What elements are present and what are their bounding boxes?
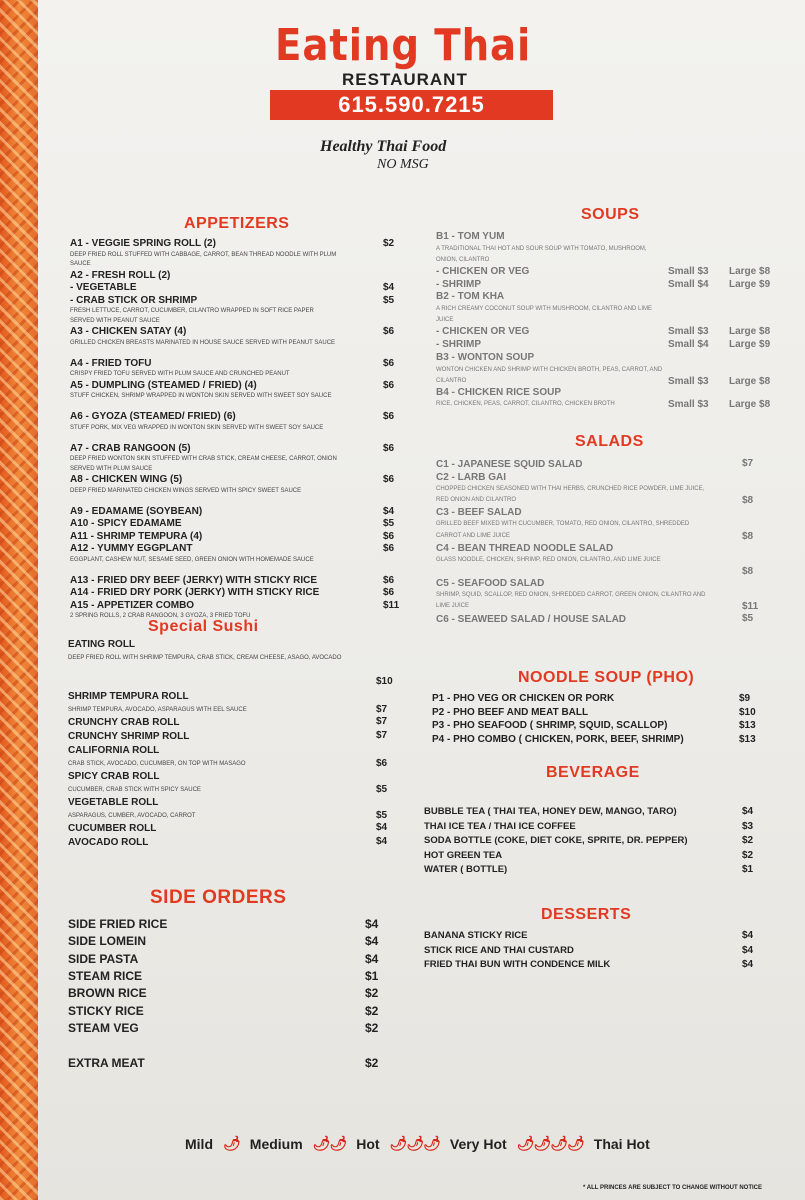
item-description: EGGPLANT, CASHEW NUT, SESAME SEED, GREEN ONION WITH HOMEMADE SAUCE — [70, 556, 314, 563]
pho-price: $9 — [739, 693, 751, 704]
menu-item: C4 - BEAN THREAD NOODLE SALAD — [436, 542, 614, 554]
side-order-price: $2 — [365, 986, 379, 1001]
price-small: Small $3 — [668, 265, 709, 277]
price-large: Large $8 — [729, 265, 771, 277]
item-description: WONTON CHICKEN AND SHRIMP WITH CHICKEN BROTH, PEAS, CARROT, AND CILANTRO — [436, 366, 663, 384]
dessert-price: $4 — [742, 930, 754, 941]
item-description: 2 SPRING ROLLS, 2 CRAB RANGOON, 3 GYOZA, 3 FRIED TOFU — [70, 613, 251, 619]
phone-number: 615.590.7215 — [270, 90, 553, 120]
item-description: GRILLED BEEF MIXED WITH CUCUMBER, TOMATO, RED ONION, CILANTRO, SHREDDED CARROT AND LIME JUICE — [436, 521, 690, 539]
menu-item: AVOCADO ROLL — [68, 837, 149, 848]
menu-item: - SHRIMP — [436, 339, 481, 350]
side-order-price: $2 — [365, 1020, 379, 1035]
item-price: $6 — [376, 758, 388, 769]
side-order-price: $4 — [365, 934, 379, 949]
menu-item: C6 - SEAWEED SALAD / HOUSE SALAD — [436, 613, 627, 625]
beverage-item: THAI ICE TEA / THAI ICE COFFEE — [424, 820, 576, 832]
item-description: GLASS NOODLE, CHICKEN, SHRIMP, RED ONION, CILANTRO, AND LIME JUICE — [436, 556, 661, 563]
side-order-item: SIDE FRIED RICE — [68, 917, 168, 931]
item-description: A TRADITIONAL THAI HOT AND SOUR SOUP WITH TOMATO, MUSHROOM, ONION, CILANTRO — [436, 245, 647, 263]
menu-item: A10 - SPICY EDAMAME — [70, 518, 182, 529]
menu-item: SPICY CRAB ROLL — [68, 771, 160, 782]
item-description: DEEP FRIED MARINATED CHICKEN WINGS SERVED WITH SPICY SWEET SAUCE — [70, 487, 302, 494]
price-large: Large $9 — [729, 278, 771, 290]
item-description: FRESH LETTUCE, CARROT, CUCUMBER, CILANTRO WRAPPED IN SOFT RICE PAPER SERVED WITH PEANUT SAUCE — [70, 308, 314, 324]
side-order-item: BROWN RICE — [68, 986, 147, 1001]
item-price: $11 — [742, 601, 759, 613]
menu-item: CALIFORNIA ROLL — [68, 745, 160, 756]
item-price: $6 — [383, 474, 395, 485]
item-description: CRISPY FRIED TOFU SERVED WITH PLUM SAUCE AND CRUNCHED PEANUT — [70, 371, 290, 377]
beverage-item: BUBBLE TEA ( THAI TEA, HONEY DEW, MANGO, TARO) — [424, 806, 677, 817]
menu-item: - CRAB STICK OR SHRIMP — [70, 294, 198, 306]
menu-item: A8 - CHICKEN WING (5) — [70, 474, 183, 485]
pepper-icon: 🌶🌶🌶 — [389, 1135, 440, 1151]
item-description: CRAB STICK, AVOCADO, CUCUMBER, ON TOP WITH MASAGO — [68, 761, 246, 767]
menu-item: SHRIMP TEMPURA ROLL — [68, 691, 189, 702]
menu-item: A12 - YUMMY EGGPLANT — [70, 543, 193, 554]
item-price: $4 — [376, 822, 388, 833]
legend-very-hot: Very Hot — [449, 1135, 507, 1152]
side-order-item: SIDE LOMEIN — [68, 934, 147, 949]
item-description: RICE, CHICKEN, PEAS, CARROT, CILANTRO, CHICKEN BROTH — [436, 401, 615, 408]
item-description: STUFF CHICKEN, SHRIMP WRAPPED IN WONTON SKIN SERVED WITH SWEET SOY SAUCE — [70, 393, 332, 399]
restaurant-subtitle: RESTAURANT — [342, 70, 468, 89]
item-price: $7 — [376, 730, 388, 741]
side-order-price: $4 — [365, 951, 379, 966]
salads-heading: SALADS — [575, 433, 644, 450]
item-description: STUFF PORK, MIX VEG WRAPPED IN WONTON SKIN SERVED WITH SWEET SOY SAUCE — [70, 424, 324, 431]
item-price: $11 — [383, 599, 400, 611]
restaurant-name: Eating Thai — [275, 20, 532, 71]
menu-item: A7 - CRAB RANGOON (5) — [70, 442, 191, 454]
decorative-border — [0, 0, 38, 1200]
pho-item: P3 - PHO SEAFOOD ( SHRIMP, SQUID, SCALLOP) — [432, 720, 668, 731]
item-price: $5 — [383, 294, 395, 306]
legend-thai-hot: Thai Hot — [593, 1135, 650, 1152]
dessert-item: FRIED THAI BUN WITH CONDENCE MILK — [424, 959, 611, 970]
beverage-price: $1 — [742, 864, 754, 876]
menu-item: - CHICKEN OR VEG — [436, 326, 530, 338]
item-price: $6 — [383, 543, 395, 554]
noodle-soup-heading: NOODLE SOUP (PHO) — [518, 669, 695, 686]
menu-item: A1 - VEGGIE SPRING ROLL (2) — [70, 238, 216, 249]
side-order-item: STEAM RICE — [68, 968, 143, 983]
desserts-heading: DESSERTS — [541, 906, 632, 923]
tagline: Healthy Thai Food — [320, 138, 447, 155]
item-price: $4 — [383, 505, 395, 517]
menu-item: B3 - WONTON SOUP — [436, 351, 535, 363]
item-description: SHRIMP, SQUID, SCALLOP, RED ONION, SHREDDED CARROT, GREEN ONION, CILANTRO AND LIME JUICE — [436, 592, 706, 610]
menu-item: A3 - CHICKEN SATAY (4) — [70, 326, 187, 337]
side-order-price: $4 — [365, 917, 379, 931]
pho-price: $13 — [739, 720, 756, 731]
side-order-item: STEAM VEG — [68, 1020, 139, 1035]
menu-item: B1 - TOM YUM — [436, 231, 505, 242]
dessert-item: BANANA STICKY RICE — [424, 930, 528, 941]
side-order-price: $2 — [365, 1056, 379, 1071]
price-large: Large $9 — [729, 339, 771, 350]
menu-item: VEGETABLE ROLL — [68, 797, 159, 808]
pepper-icon: 🌶 — [223, 1135, 240, 1151]
menu-item: A11 - SHRIMP TEMPURA (4) — [70, 530, 203, 542]
menu-item: CUCUMBER ROLL — [68, 823, 157, 834]
price-large: Large $8 — [729, 375, 771, 387]
tagline-no-msg: NO MSG — [377, 157, 429, 172]
item-price: $5 — [383, 518, 395, 529]
menu-item: A9 - EDAMAME (SOYBEAN) — [70, 505, 203, 517]
menu-item: B2 - TOM KHA — [436, 291, 505, 303]
price-large: Large $8 — [729, 399, 771, 411]
pho-item: P2 - PHO BEEF AND MEAT BALL — [432, 706, 589, 718]
side-order-item: SIDE PASTA — [68, 951, 139, 966]
side-order-item: STICKY RICE — [68, 1003, 144, 1018]
legend-hot: Hot — [356, 1135, 380, 1152]
menu-item: A6 - GYOZA (STEAMED/ FRIED) (6) — [70, 411, 236, 422]
item-description: A RICH CREAMY COCONUT SOUP WITH MUSHROOM, CILANTRO AND LIME JUICE — [436, 306, 653, 324]
price-small: Small $4 — [668, 339, 709, 350]
item-price: $7 — [376, 716, 388, 727]
item-description: DEEP FRIED WONTON SKIN STUFFED WITH CRAB STICK, CREAM CHEESE, CARROT, ONION SERVED WITH PLUM SAUCE — [70, 456, 337, 472]
beverage-price: $2 — [742, 849, 754, 861]
menu-item: C5 - SEAFOOD SALAD — [436, 578, 545, 590]
price-small: Small $4 — [668, 278, 709, 290]
item-description: GRILLED CHICKEN BREASTS MARINATED IN HOUSE SAUCE SERVED WITH PEANUT SAUCE — [70, 339, 336, 346]
beverage-price: $2 — [742, 835, 754, 847]
dessert-price: $4 — [742, 959, 754, 970]
menu-item: CRUNCHY CRAB ROLL — [68, 717, 180, 728]
item-price: $6 — [383, 379, 395, 391]
item-price: $6 — [383, 326, 395, 337]
item-price: $7 — [742, 458, 754, 469]
item-description: ASPARAGUS, CUMBER, AVOCADO, CARROT — [68, 813, 196, 819]
item-price: $4 — [376, 836, 388, 847]
item-price: $6 — [383, 411, 395, 422]
item-description: CUCUMBER, CRAB STICK WITH SPICY SAUCE — [68, 787, 201, 793]
beverage-price: $3 — [742, 820, 754, 832]
menu-item: A15 - APPETIZER COMBO — [70, 599, 195, 611]
item-price: $2 — [383, 238, 395, 249]
item-price: $6 — [383, 530, 395, 542]
beverage-item: WATER ( BOTTLE) — [424, 864, 508, 876]
menu-item: A14 - FRIED DRY PORK (JERKY) WITH STICKY RICE — [70, 587, 320, 598]
menu-item: C3 - BEEF SALAD — [436, 507, 522, 519]
item-price: $5 — [376, 784, 388, 795]
pho-item: P4 - PHO COMBO ( CHICKEN, PORK, BEEF, SHRIMP) — [432, 733, 684, 745]
menu-item: - CHICKEN OR VEG — [436, 265, 530, 277]
price-small: Small $3 — [668, 399, 709, 411]
price-large: Large $8 — [729, 326, 771, 338]
spice-legend — [185, 1135, 650, 1152]
menu-item: C2 - LARB GAI — [436, 472, 506, 483]
item-description: DEEP FRIED ROLL WITH SHRIMP TEMPURA, CRAB STICK, CREAM CHEESE, ASAGO, AVOCADO — [68, 655, 342, 661]
menu-item: EATING ROLL — [68, 639, 136, 650]
side-orders-heading: SIDE ORDERS — [150, 887, 287, 908]
item-description: CHOPPED CHICKEN SEASONED WITH THAI HERBS, CRUNCHED RICE POWDER, LIME JUICE, RED ONION AND CILANTRO — [436, 486, 705, 504]
item-price: $10 — [376, 676, 393, 687]
special-sushi-heading: Special Sushi — [148, 618, 259, 635]
item-price: $8 — [742, 495, 754, 507]
item-description: SHRIMP TEMPURA, AVOCADO, ASPARAGUS WITH EEL SAUCE — [68, 707, 247, 713]
side-order-item: EXTRA MEAT — [68, 1056, 145, 1071]
beverage-price: $4 — [742, 806, 754, 817]
pepper-icon: 🌶🌶🌶🌶 — [516, 1135, 584, 1151]
item-price: $4 — [383, 282, 395, 293]
menu-item: B4 - CHICKEN RICE SOUP — [436, 386, 562, 398]
beverage-heading: BEVERAGE — [546, 764, 640, 781]
menu-item: - VEGETABLE — [70, 282, 137, 293]
menu-item: - SHRIMP — [436, 278, 481, 290]
pho-price: $13 — [739, 733, 756, 745]
item-price: $5 — [376, 810, 388, 821]
item-price: $8 — [742, 530, 754, 542]
item-price: $6 — [383, 587, 395, 598]
menu-item: A13 - FRIED DRY BEEF (JERKY) WITH STICKY RICE — [70, 574, 318, 586]
pepper-icon: 🌶🌶 — [312, 1135, 347, 1151]
menu-item: CRUNCHY SHRIMP ROLL — [68, 731, 190, 742]
soups-heading: SOUPS — [581, 206, 640, 223]
menu-item: A4 - FRIED TOFU — [70, 357, 152, 369]
item-price: $8 — [742, 566, 754, 577]
item-price: $5 — [742, 612, 754, 624]
menu-item: C1 - JAPANESE SQUID SALAD — [436, 459, 583, 470]
beverage-item: SODA BOTTLE (COKE, DIET COKE, SPRITE, DR. PEPPER) — [424, 835, 688, 847]
price-notice: * ALL PRINCES ARE SUBJECT TO CHANGE WITHOUT NOTICE — [583, 1185, 763, 1191]
item-price: $6 — [383, 442, 395, 454]
dessert-item: STICK RICE AND THAI CUSTARD — [424, 944, 574, 956]
legend-medium: Medium — [249, 1135, 303, 1152]
item-description: DEEP FRIED ROLL STUFFED WITH CABBAGE, CARROT, BEAN THREAD NOODLE WITH PLUM SAUCE — [70, 251, 337, 267]
price-small: Small $3 — [668, 375, 709, 387]
item-price: $6 — [383, 357, 395, 369]
pho-price: $10 — [739, 706, 756, 718]
dessert-price: $4 — [742, 944, 754, 956]
side-order-price: $2 — [365, 1003, 379, 1018]
legend-mild: Mild — [185, 1135, 213, 1152]
appetizers-heading: APPETIZERS — [184, 215, 290, 232]
menu-item: A2 - FRESH ROLL (2) — [70, 269, 171, 281]
item-price: $6 — [383, 574, 395, 586]
pho-item: P1 - PHO VEG OR CHICKEN OR PORK — [432, 693, 615, 704]
item-price: $7 — [376, 704, 388, 715]
side-order-price: $1 — [365, 968, 379, 983]
menu-item: A5 - DUMPLING (STEAMED / FRIED) (4) — [70, 379, 257, 391]
beverage-item: HOT GREEN TEA — [424, 849, 503, 861]
price-small: Small $3 — [668, 326, 709, 338]
